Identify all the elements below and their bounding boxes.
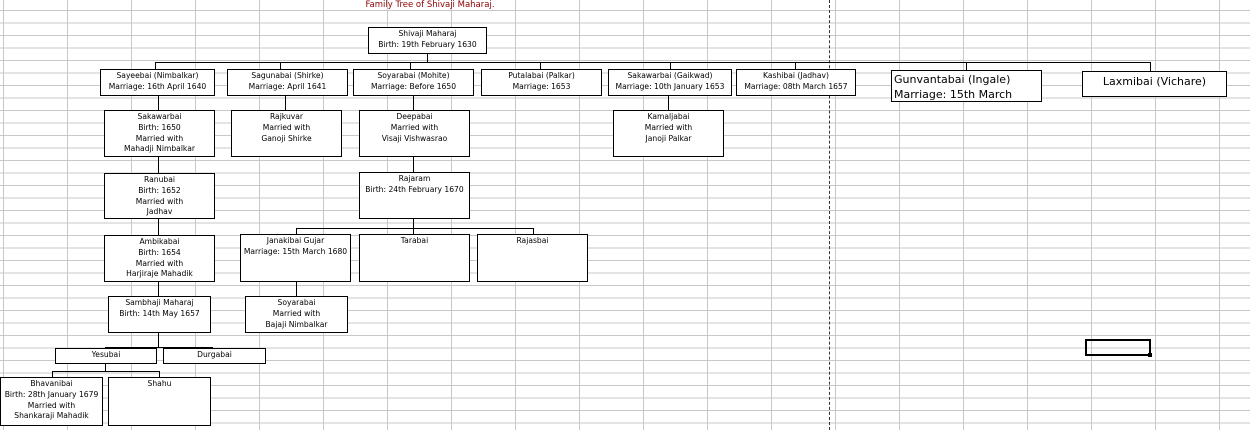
node-line: Soyarabai [277,298,316,307]
connector-sayeebai-down [158,96,159,110]
node-janakibai-gujar [240,234,351,282]
fill-handle[interactable] [1148,353,1152,357]
connector-sakawarbai-down [158,157,159,173]
node-rajaram [359,172,470,219]
connector-root-down [427,54,428,62]
node-shivaji-maharaj [368,27,487,54]
node-line: Rajasbai [516,236,549,245]
node-line: Birth: 28th January 1679 [4,389,99,399]
node-shahu [108,377,211,426]
node-gunvantabai [891,70,1042,102]
node-ambikabai [104,235,215,282]
node-line: Gunvantabai (Ingale) [894,73,1011,86]
chart-title: Family Tree of Shivaji Maharaj. [365,0,495,10]
node-line: Mahadji Nimbalkar [124,144,195,154]
node-line: Shankaraji Mahadik [14,411,89,421]
connector-wife-5 [670,62,671,69]
node-line: Marriage: 1653 [512,81,571,91]
node-putalabai [481,69,602,96]
node-line: Married with [27,400,76,410]
node-line: Rajkuvar [269,112,304,121]
connector-wife-2 [280,62,281,69]
connector-wife-8 [1150,62,1151,71]
connector-deepabai-down [413,157,414,172]
node-line: Married with [390,122,439,132]
node-line: Ambikabai [139,237,180,246]
node-line: Marriage: Before 1650 [370,81,457,91]
node-line: Bhavanibai [30,379,73,388]
node-line: Deepabai [396,112,433,121]
connector-rajaram-wives-bar [296,228,533,229]
connector-sambhaji-down [158,333,159,348]
node-sakawarbai-gaikwad [608,69,732,96]
node-line: Birth: 1654 [138,247,181,257]
node-line: Shivaji Maharaj [398,29,457,38]
node-line: Sagunabai (Shirke) [251,71,324,80]
node-rajkuvar [231,110,342,157]
node-line: Ganoji Shirke [261,133,312,143]
node-line: Married with [135,133,184,143]
node-line: Sambhaji Maharaj [125,298,194,307]
node-line: Birth: 14th May 1657 [119,308,200,318]
connector-ranubai-down [158,219,159,235]
node-line: Tarabai [400,236,429,245]
node-line: Visaji Vishwasrao [381,133,448,143]
node-line: Marriage: 15th March 1680 [243,246,348,256]
node-deepabai [359,110,470,157]
node-line: Sayeebai (Nimbalkar) [116,71,199,80]
node-line: Kamaljabai [647,112,690,121]
node-ranubai [104,173,215,219]
node-durgabai [163,348,266,364]
node-line: Jadhav [146,207,173,217]
node-line: Birth: 1650 [138,122,181,132]
connector-wife-3 [410,62,411,69]
connector-sakawarbai-g-down [668,96,669,110]
connector-wife-1 [155,62,156,69]
node-rajasbai [477,234,588,282]
node-line: Sakawarbai [137,112,182,121]
page-break-line [829,0,830,430]
node-soyarabai-nimbalkar [245,296,348,333]
node-line: Birth: 19th February 1630 [378,39,477,49]
node-line: Yesubai [91,350,121,359]
node-line: Marriage: 08th March 1657 [744,81,848,91]
node-line: Durgabai [197,350,232,359]
node-line: Janoji Palkar [645,133,692,143]
node-kashibai [736,69,856,96]
node-line: Janakibai Gujar [266,236,325,245]
connector-wives-bar [155,62,1151,63]
node-bhavanibai [0,377,103,426]
connector-sagunabai-down [285,96,286,110]
connector-yesubai-children-bar [52,371,160,372]
node-line: Ranubai [144,175,175,184]
node-line: Shahu [147,379,172,388]
connector-wife-7 [966,62,967,70]
node-line: Kashibai (Jadhav) [763,71,829,80]
node-line: Married with [262,122,311,132]
node-line: Harjiraje Mahadik [126,269,193,279]
connector-janakibai-down [296,282,297,296]
node-yesubai [55,348,157,364]
node-line: Soyarabai (Mohite) [377,71,450,80]
connector-wife-6 [795,62,796,69]
node-sakawarbai [104,110,215,157]
node-laxmibai [1082,71,1227,97]
node-line: Putalabai (Palkar) [508,71,575,80]
node-line: Rajaram [398,174,431,183]
node-sayeebai [100,69,215,96]
node-line: Married with [135,196,184,206]
node-line: Married with [135,258,184,268]
node-line: Married with [272,308,321,318]
node-soyarabai [353,69,474,96]
active-cell[interactable] [1085,339,1151,356]
node-sagunabai [227,69,348,96]
connector-soyarabai-down [413,96,414,110]
node-line: Marriage: 10th January 1653 [615,81,725,91]
node-line: Laxmibai (Vichare) [1102,75,1207,88]
node-tarabai [359,234,470,282]
node-line: Sakawarbai (Gaikwad) [627,71,713,80]
connector-rajaram-down [413,219,414,228]
node-line: Marriage: 15th March [894,88,1013,101]
connector-ambikabai-down [158,282,159,296]
connector-wife-4 [540,62,541,69]
node-line: Marriage: April 1641 [248,81,327,91]
node-kamaljabai [613,110,724,157]
node-line: Married with [644,122,693,132]
node-line: Birth: 1652 [138,185,181,195]
node-line: Bajaji Nimbalkar [265,319,328,329]
node-line: Marriage: 16th April 1640 [108,81,207,91]
connector-yesubai-down [105,364,106,371]
node-sambhaji-maharaj [108,296,211,333]
node-line: Birth: 24th February 1670 [365,184,464,194]
